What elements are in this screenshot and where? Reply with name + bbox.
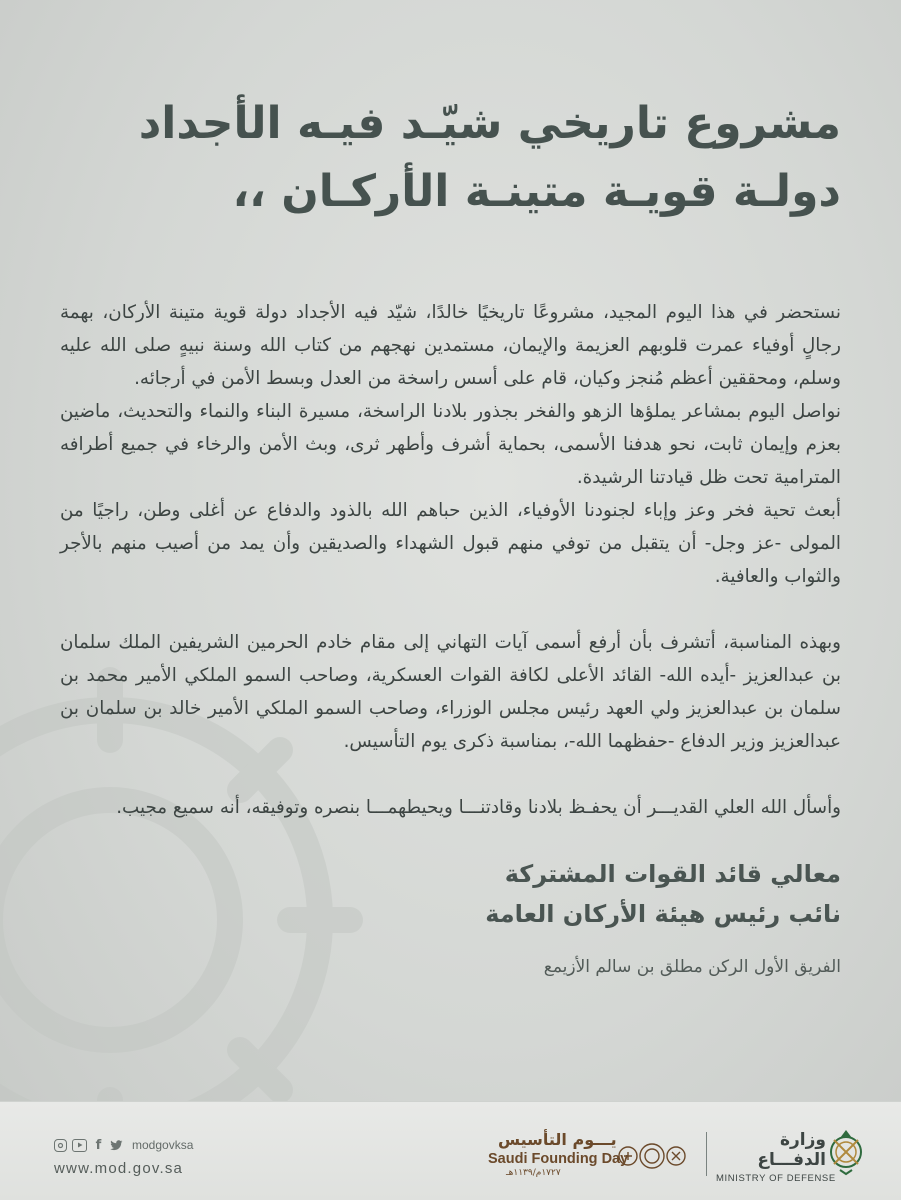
instagram-icon[interactable]: [54, 1139, 67, 1152]
signature-block: [60, 854, 841, 982]
ministry-logo: [716, 1130, 836, 1184]
paragraph-5: وأسأل الله العلي القديـــر أن يحفـظ بلادنا وقادتنـــا ويحيطهمـــا بنصره وتوفيقه، أنه سميع مجيب.: [116, 797, 841, 818]
headline-line-1: مشروع تاريخي شيّـد فيـه الأجداد: [138, 98, 841, 149]
facebook-icon[interactable]: f: [95, 1137, 102, 1153]
founding-day-english: Saudi Founding Day: [488, 1151, 629, 1167]
paragraph-3: أبعث تحية فخر وعز وإباء لجنودنا الأوفياء، الذين حباهم الله بالذود والدفاع عن أغلى وطن، راجيًا من المولى -عز وجل- أن يتقبل من توفي منهم قبول الشهداء والصديقين وأن يمد من أصيب منهم بالأجر والثواب والعافية.: [60, 500, 841, 587]
letter-content: [60, 90, 841, 982]
headline-line-2: دولـة قويـة متينـة الأركـان ،،: [232, 166, 841, 217]
signature-name: الفريق الأول الركن مطلق بن سالم الأزيمع: [543, 957, 841, 977]
signature-title-1: معالي قائد القوات المشتركة: [504, 860, 841, 888]
paragraph-2: نواصل اليوم بمشاعر يملؤها الزهو والفخر بجذور بلادنا الراسخة، مسيرة البناء والنماء والتحديث، ماضين بعزم وإيمان ثابت، نحو هدفنا الأسمى، بحماية أشرف وأطهر ثرى، وبث الأمن والرخاء في جميع أطرافه المترامية تحت ظل قيادتنا الرشيدة.: [60, 401, 841, 488]
founding-day-arabic: يـــوم التأسيس: [498, 1130, 617, 1149]
social-links: [54, 1138, 193, 1152]
paragraph-gap: [60, 758, 841, 791]
founding-day-year: ١٧٢٧م/١١٣٩هـ: [506, 1168, 561, 1178]
youtube-icon[interactable]: [72, 1139, 87, 1152]
footer-bar: [0, 1101, 901, 1200]
founding-day-logo: [488, 1130, 688, 1182]
signature-title-2: نائب رئيس هيئة الأركان العامة: [485, 900, 841, 928]
social-handle: modgovksa: [132, 1138, 194, 1152]
ministry-name-arabic: وزارة الدفـــاع: [757, 1130, 826, 1170]
headline: [60, 90, 841, 226]
ministry-emblem-icon: [822, 1126, 870, 1178]
website-link[interactable]: www.mod.gov.sa: [54, 1160, 184, 1177]
ministry-name-english: MINISTRY OF DEFENSE: [716, 1173, 836, 1184]
footer-divider: [706, 1132, 707, 1176]
paragraph-4: وبهذه المناسبة، أتشرف بأن أرفع أسمى آيات التهاني إلى مقام خادم الحرمين الشريفين الملك سلمان بن عبدالعزيز -أيده الله- القائد الأعلى لكافة القوات العسكرية، وصاحب السمو الملكي الأمير محمد بن سلمان بن عبدالعزيز ولي العهد رئيس مجلس الوزراء، وصاحب السمو الملكي الأمير خالد بن سلمان بن عبدالعزيز وزير الدفاع -حفظهما الله-، بمناسبة ذكرى يوم التأسيس.: [60, 632, 841, 752]
twitter-icon[interactable]: [110, 1139, 123, 1152]
paragraph-gap: [60, 593, 841, 626]
paragraph-1: نستحضر في هذا اليوم المجيد، مشروعًا تاريخيًا خالدًا، شيّد فيه الأجداد دولة قوية متينة الأركان، بهمة رجالٍ أوفياء عمرت قلوبهم العزيمة والإيمان، مستمدين نهجهم من كتاب الله وسنة نبيهٍ صلى الله عليه وسلم، ومحققين أعظم مُنجز وكيان، قام على أسس راسخة من العدل وبسط الأمن في أرجائه.: [60, 302, 841, 389]
letter-body: [60, 296, 841, 824]
founding-day-seal-icon: [616, 1134, 688, 1178]
